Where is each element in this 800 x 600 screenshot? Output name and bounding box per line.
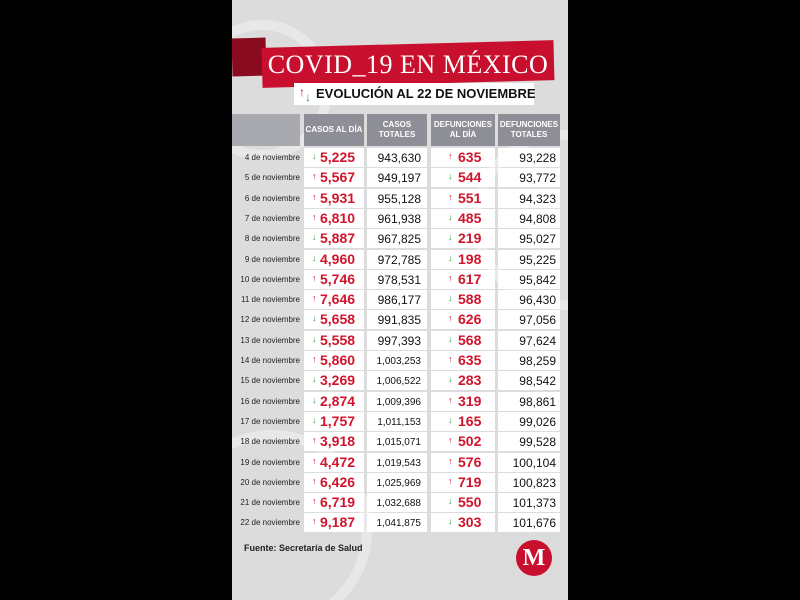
casos-totales-value: 1,015,071 <box>376 437 421 449</box>
casos-totales-value: 961,938 <box>377 211 421 226</box>
row-date: 19 de noviembre <box>240 457 300 467</box>
casos-al-dia-value: 5,225 <box>320 149 356 165</box>
casos-al-dia-value: 5,567 <box>320 169 356 186</box>
row-date: 8 de noviembre <box>244 234 300 244</box>
defunciones-al-dia-value: 303 <box>458 514 482 531</box>
defunciones-totales-value: 95,842 <box>519 272 556 287</box>
defunciones-totales-value: 100,823 <box>512 475 556 490</box>
casos-totales-value: 1,011,153 <box>377 416 421 428</box>
casos-al-dia-value: 5,658 <box>320 311 356 328</box>
arrow-up-icon: ↑ <box>312 516 317 527</box>
casos-al-dia-value: 6,810 <box>320 209 356 226</box>
arrow-down-icon: ↓ <box>448 333 453 344</box>
defunciones-al-dia-value: 319 <box>458 392 482 409</box>
arrow-up-icon: ↑ <box>312 191 317 202</box>
casos-al-dia-value: 6,426 <box>320 473 356 490</box>
casos-al-dia-value: 3,918 <box>320 433 356 450</box>
defunciones-totales-value: 97,056 <box>519 313 556 328</box>
arrow-down-icon: ↓ <box>448 252 453 263</box>
defunciones-totales-value: 98,861 <box>519 394 556 409</box>
row-date: 7 de noviembre <box>244 213 300 223</box>
arrow-up-icon: ↑ <box>312 475 317 486</box>
row-date: 11 de noviembre <box>241 295 300 305</box>
defunciones-totales-value: 99,528 <box>519 435 556 450</box>
subtitle: EVOLUCIÓN AL 22 DE NOVIEMBRE <box>316 86 536 101</box>
row-date: 5 de noviembre <box>244 173 300 183</box>
defunciones-al-dia-value: 568 <box>458 331 482 348</box>
casos-al-dia-value: 5,887 <box>320 230 356 247</box>
defunciones-totales-value: 101,676 <box>512 516 556 531</box>
casos-al-dia-value: 7,646 <box>320 291 356 308</box>
casos-totales-value: 949,197 <box>377 171 421 186</box>
arrow-up-icon: ↑ <box>312 272 317 283</box>
header-defunciones-al-dia: DEFUNCIONES AL DÍA <box>431 114 495 146</box>
defunciones-al-dia-value: 502 <box>458 433 482 450</box>
casos-totales-value: 943,630 <box>377 151 421 165</box>
defunciones-al-dia-value: 165 <box>458 412 482 429</box>
header-defunciones-totales: DEFUNCIONES TOTALES <box>498 114 560 146</box>
defunciones-al-dia-value: 635 <box>458 352 482 368</box>
defunciones-al-dia-value: 485 <box>458 209 482 226</box>
defunciones-al-dia-value: 198 <box>458 250 482 267</box>
defunciones-totales-value: 95,027 <box>519 232 556 247</box>
casos-al-dia-value: 4,472 <box>320 453 356 470</box>
casos-al-dia-value: 5,931 <box>320 189 356 206</box>
row-date: 14 de noviembre <box>240 356 300 365</box>
defunciones-al-dia-value: 576 <box>458 453 482 470</box>
arrow-down-icon: ↓ <box>448 293 453 304</box>
casos-al-dia-value: 5,860 <box>320 352 356 368</box>
arrow-up-icon: ↑ <box>312 496 317 507</box>
defunciones-totales-value: 98,542 <box>519 374 556 389</box>
defunciones-totales-value: 94,808 <box>519 211 556 226</box>
arrow-down-icon: ↓ <box>305 90 311 104</box>
header-casos-al-dia: CASOS AL DÍA <box>304 114 364 146</box>
row-date: 18 de noviembre <box>240 437 300 447</box>
casos-totales-value: 1,041,875 <box>376 518 421 530</box>
row-date: 10 de noviembre <box>240 274 300 284</box>
defunciones-al-dia-value: 635 <box>458 149 482 165</box>
arrow-down-icon: ↓ <box>448 171 453 182</box>
defunciones-totales-value: 93,228 <box>519 151 556 165</box>
casos-totales-value: 967,825 <box>377 232 421 247</box>
defunciones-totales-value: 97,624 <box>519 333 556 348</box>
row-date: 12 de noviembre <box>240 315 300 325</box>
casos-al-dia-value: 5,558 <box>320 331 356 348</box>
source-note: Fuente: Secretaría de Salud <box>244 543 363 553</box>
casos-al-dia-value: 3,269 <box>320 372 356 389</box>
defunciones-totales-value: 100,104 <box>512 455 556 470</box>
defunciones-totales-value: 94,323 <box>519 191 556 206</box>
casos-totales-value: 991,835 <box>377 313 421 328</box>
casos-totales-value: 1,019,543 <box>376 457 421 469</box>
arrow-up-icon: ↑ <box>448 435 453 446</box>
defunciones-al-dia-value: 617 <box>458 270 482 287</box>
arrow-up-icon: ↑ <box>448 313 453 324</box>
subtitle-box <box>294 83 534 105</box>
arrow-up-icon: ↑ <box>448 272 453 283</box>
arrow-down-icon: ↓ <box>448 374 453 385</box>
arrow-up-icon: ↑ <box>312 435 317 446</box>
defunciones-al-dia-value: 588 <box>458 291 482 308</box>
casos-totales-value: 972,785 <box>377 252 421 267</box>
arrow-down-icon: ↓ <box>312 414 317 425</box>
casos-totales-value: 1,025,969 <box>376 477 421 489</box>
defunciones-al-dia-value: 626 <box>458 311 482 328</box>
logo-letter: M <box>522 545 546 571</box>
defunciones-al-dia-value: 283 <box>458 372 482 389</box>
arrow-down-icon: ↓ <box>448 414 453 425</box>
arrow-down-icon: ↓ <box>312 151 317 161</box>
arrow-down-icon: ↓ <box>312 374 317 385</box>
row-date: 16 de noviembre <box>240 396 300 406</box>
arrow-up-icon: ↑ <box>312 293 317 304</box>
arrow-down-icon: ↓ <box>312 333 317 344</box>
casos-totales-value: 1,032,688 <box>376 498 421 510</box>
row-date: 13 de noviembre <box>240 335 300 345</box>
casos-totales-value: 955,128 <box>377 191 421 206</box>
infographic-card <box>232 0 568 600</box>
defunciones-al-dia-value: 551 <box>458 189 482 206</box>
arrow-up-icon: ↑ <box>448 191 453 202</box>
defunciones-al-dia-value: 219 <box>458 230 482 247</box>
defunciones-totales-value: 95,225 <box>519 252 556 267</box>
date-column-header <box>232 114 300 146</box>
defunciones-totales-value: 101,373 <box>512 496 556 511</box>
row-date: 6 de noviembre <box>244 193 300 203</box>
defunciones-al-dia-value: 544 <box>458 169 482 186</box>
defunciones-totales-value: 93,772 <box>519 171 556 186</box>
casos-al-dia-value: 6,719 <box>320 494 356 511</box>
defunciones-al-dia-value: 550 <box>458 494 482 511</box>
arrow-up-icon: ↑ <box>448 455 453 466</box>
casos-totales-value: 997,393 <box>377 333 421 348</box>
arrow-up-icon: ↑ <box>448 475 453 486</box>
casos-totales-value: 1,009,396 <box>376 396 421 408</box>
row-date: 22 de noviembre <box>240 518 300 528</box>
casos-totales-value: 986,177 <box>377 293 421 308</box>
arrow-up-icon: ↑ <box>448 394 453 405</box>
casos-al-dia-value: 9,187 <box>320 514 356 531</box>
row-date: 17 de noviembre <box>240 416 300 426</box>
defunciones-al-dia-value: 719 <box>458 473 482 490</box>
casos-totales-value: 978,531 <box>377 272 421 287</box>
row-date: 9 de noviembre <box>244 254 300 264</box>
arrow-up-icon: ↑ <box>312 211 317 222</box>
arrow-up-icon: ↑ <box>312 455 317 466</box>
casos-totales-value: 1,003,253 <box>376 356 421 367</box>
arrow-down-icon: ↓ <box>448 496 453 507</box>
arrow-down-icon: ↓ <box>448 232 453 243</box>
casos-al-dia-value: 5,746 <box>320 270 356 287</box>
row-date: 15 de noviembre <box>240 376 300 386</box>
arrow-up-icon: ↑ <box>448 151 453 161</box>
casos-al-dia-value: 4,960 <box>320 250 356 267</box>
arrow-down-icon: ↓ <box>448 211 453 222</box>
arrow-down-icon: ↓ <box>448 516 453 527</box>
arrow-up-icon: ↑ <box>448 354 453 364</box>
defunciones-totales-value: 98,259 <box>519 354 556 368</box>
row-date: 4 de noviembre <box>244 153 300 162</box>
arrow-down-icon: ↓ <box>312 313 317 324</box>
defunciones-totales-value: 99,026 <box>519 414 556 429</box>
casos-al-dia-value: 2,874 <box>320 392 356 409</box>
row-date: 21 de noviembre <box>240 498 300 508</box>
arrow-down-icon: ↓ <box>312 232 317 243</box>
arrow-up-icon: ↑ <box>312 354 317 364</box>
page-title: COVID_19 EN MÉXICO <box>267 50 549 79</box>
row-date: 20 de noviembre <box>240 477 300 487</box>
milenio-logo <box>516 540 552 576</box>
defunciones-totales-value: 96,430 <box>519 293 556 308</box>
arrow-up-icon: ↑ <box>312 171 317 182</box>
casos-totales-value: 1,006,522 <box>376 376 421 388</box>
casos-al-dia-value: 1,757 <box>320 412 356 429</box>
arrow-up-icon: ↑ <box>299 85 305 99</box>
header-casos-totales: CASOS TOTALES <box>367 114 427 146</box>
arrow-down-icon: ↓ <box>312 394 317 405</box>
arrow-down-icon: ↓ <box>312 252 317 263</box>
